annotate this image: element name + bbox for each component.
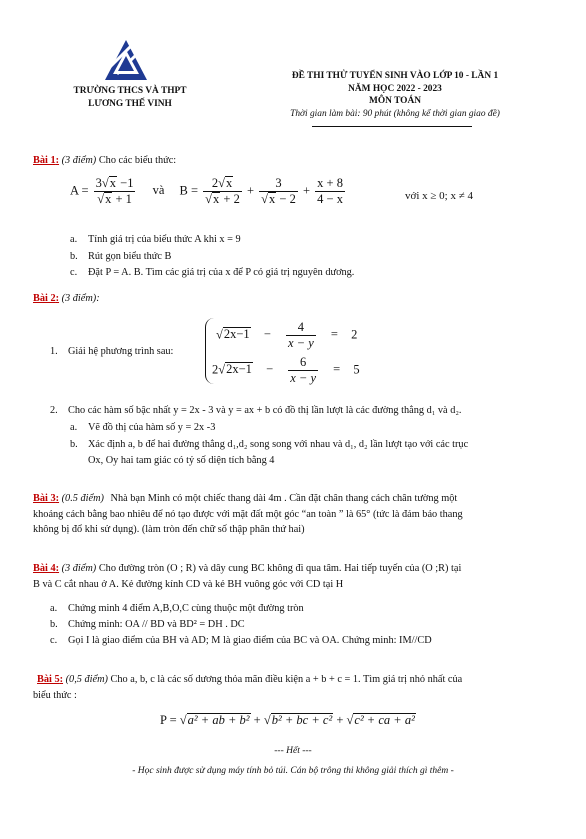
bai1-condition: với x ≥ 0; x ≠ 4 xyxy=(405,190,474,202)
exam-title: ĐỀ THI THỬ TUYỂN SINH VÀO LỚP 10 - LẦN 1 xyxy=(291,71,499,81)
bai2-label: Bài 2 xyxy=(33,293,56,304)
list-item: Ox, Oy hai tam giác có tỷ số diện tích bằng 4 xyxy=(88,455,275,466)
list-item: c. Đặt P = A. B. Tìm các giá trị của x để P có giá trị nguyên dương. xyxy=(70,267,355,278)
footer-note: - Học sinh được sử dụng máy tính bỏ túi. Cán bộ trông thi không giải thích gì thêm - xyxy=(132,766,454,776)
bai1-formulas: A = $\frac{3√x -1}{√x + 1}$ và B = $\frac{2√x}{√x + 2}$ + $\frac{3}{√x - 2}$ + $\frac{x + 8}{4 - x}$ xyxy=(70,176,343,206)
bai4-points: (3 điểm) xyxy=(61,563,97,574)
conj-and: và xyxy=(152,183,165,198)
B-fraction-3: $\frac{x + 8}{4 - x}$ xyxy=(317,176,343,206)
bai3-line2: khoảng cách bằng bao nhiêu để nó tạo được với mặt đất một góc “an toàn ” là 65° (tức là đảm bảo thang xyxy=(33,508,463,520)
bai1-heading: Bài 1: (3 điểm) Cho các biểu thức: xyxy=(33,155,177,166)
bai2-heading: Bài 2: (3 điểm): xyxy=(33,293,100,304)
bai2-item1: 1. Giải hệ phương trình sau: xyxy=(50,346,174,357)
bai4-block: Bài 4: (3 điểm) Cho đường tròn (O ; R) và dây cung BC không đi qua tâm. Hai tiếp tuyến của (O ;R) tại B và C cắt nhau ở A. Kẻ đường kính CD và kẻ BH vuông góc với CD tại H xyxy=(33,561,558,592)
bai5-points: (0,5 điểm) xyxy=(65,674,108,685)
school-name-line2: LƯƠNG THẾ VINH xyxy=(88,98,172,109)
A-lhs: A = xyxy=(70,183,89,198)
system-eq1: √2x−1 − $\frac{4}{x - y}$ = 2 xyxy=(216,320,358,350)
list-item: a. Chứng minh 4 điểm A,B,O,C cùng thuộc một đường tròn xyxy=(50,603,304,614)
bai5-formula: P = √a² + ab + b² + √b² + bc + c² + √c² + ca + a² xyxy=(160,713,415,727)
exam-header xyxy=(250,70,540,120)
bai2-points: (3 điểm) xyxy=(61,293,97,304)
B-fraction-1: $\frac{2√x}{√x + 2}$ xyxy=(205,176,240,206)
school-name xyxy=(40,85,220,110)
bai3-line3: không bị đổ khi sử dụng). (làm tròn đến chữ số thập phân thứ hai) xyxy=(33,524,305,535)
B-lhs: B = xyxy=(179,183,199,198)
bai1-intro: Cho các biểu thức: xyxy=(98,155,177,166)
list-item: b. Xác định a, b để hai đường thẳng d₁,d₂ song song với nhau và d₁, d₂ lần lượt tạo với các trục xyxy=(70,438,469,450)
bai3-block: Bài 3: (0.5 điểm) Nhà bạn Minh có một chiếc thang dài 4m . Cần đặt chân thang cách chân tường một khoảng cách bằng bao nhiêu để nó tạo được với mặt đất một góc “an toàn ” là 65° (tức là đảm bảo thang không bị đổ khi sử dụng). (làm tròn đến chữ số thập phân thứ hai) xyxy=(33,491,558,538)
exam-subject: MÔN TOÁN xyxy=(368,96,421,106)
bai5-line2: biểu thức : xyxy=(33,689,77,701)
B-fraction-2: $\frac{3}{√x - 2}$ xyxy=(261,176,296,206)
bai4-label: Bài 4 xyxy=(33,563,56,574)
bai1-points: (3 điểm) xyxy=(61,155,97,166)
bai3-points: (0.5 điểm) xyxy=(61,493,104,504)
bai5-block: Bài 5: (0,5 điểm) Cho a, b, c là các số dương thỏa mãn điều kiện a + b + c = 1. Tìm giá trị nhỏ nhất của biểu thức : xyxy=(33,672,558,703)
bai4-line2: B và C cắt nhau ở A. Kẻ đường kính CD và kẻ BH vuông góc với CD tại H xyxy=(33,578,344,590)
list-item: a. Vẽ đồ thị của hàm số y = 2x -3 xyxy=(70,422,216,433)
exam-time: Thời gian làm bài: 90 phút (không kể thời gian giao đề) xyxy=(290,108,500,119)
bai2-subitems xyxy=(70,420,468,470)
list-item: b. Rút gọn biểu thức B xyxy=(70,250,172,262)
bai3-label: Bài 3 xyxy=(33,493,56,504)
bai2-item2: 2. Cho các hàm số bậc nhất y = 2x - 3 và y = ax + b có đồ thị lần lượt là các đường thẳng d₁ và d₂. xyxy=(50,405,462,416)
exam-year: NĂM HỌC 2022 - 2023 xyxy=(348,83,442,94)
school-logo xyxy=(103,38,149,82)
bai1-items xyxy=(70,232,354,282)
list-item: a. Tính giá trị của biểu thức A khi x = 9 xyxy=(70,234,241,245)
system-eq2: 2√2x−1 − $\frac{6}{x - y}$ = 5 xyxy=(212,355,360,385)
A-fraction: $\frac{3√x -1}{√x + 1}$ xyxy=(95,176,134,206)
bai1-label: Bài 1 xyxy=(33,155,56,166)
list-item: b. Chứng minh: OA // BD và BD² = DH . DC xyxy=(50,619,245,630)
header-rule xyxy=(312,126,472,127)
list-item: c. Gọi I là giao điểm của BH và AD; M là giao điểm của BC và OA. Chứng minh: IM//CD xyxy=(50,635,432,646)
bai5-label: Bài 5 xyxy=(37,674,60,685)
school-name-line1: TRƯỜNG THCS VÀ THPT xyxy=(73,86,187,96)
bai4-items xyxy=(50,601,432,649)
end-marker: --- Hết --- xyxy=(274,746,312,756)
